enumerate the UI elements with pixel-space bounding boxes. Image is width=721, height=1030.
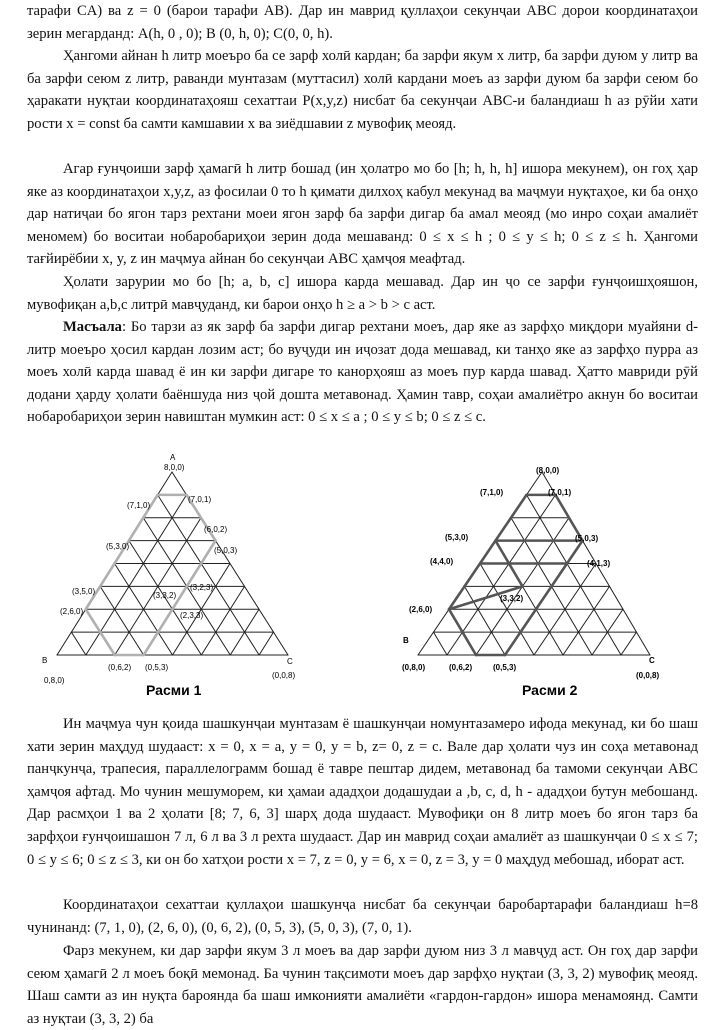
- fig1-label: (2,3,3): [180, 611, 204, 620]
- fig2-label: (4,1,3): [587, 559, 611, 568]
- grid-line: [71, 632, 86, 655]
- fig1-vertex-a: A: [170, 453, 176, 462]
- fig1-label: (3,2,3): [190, 583, 214, 592]
- paragraph-8: Фарз мекунем, ки дар зарфи якум 3 л моеъ ва дар зарфи дуюм низ 3 л мавҷуд аст. Он гоҳ дар зарфи сеюм ҳамагӣ 2 л моеъ боқӣ мемонад. Ба чунин тақсимоти моеъ дар зарфҳо нуқтаи (3, 3, 2) мувофиқ меояд. Шаш самти аз ин нуқта бароянда ба шаш имконияти амалиёти «гардон-гардон» ишора менамоянд. Самти аз нуқтаи (3, 3, 2) ба: [27, 943, 698, 1027]
- fig1-label: (0,6,2): [108, 663, 132, 672]
- fig1-label: (6,0,2): [204, 525, 228, 534]
- figure-2-caption: Расми 2: [522, 682, 578, 698]
- hexagon-edge: [86, 495, 158, 609]
- fig1-vertex-c: C: [287, 657, 293, 666]
- fig1-vertex-b: B: [42, 656, 48, 665]
- fig2-label: (7,1,0): [480, 488, 504, 497]
- fig1-label: 0,8,0): [44, 676, 65, 685]
- fig1-label: (3,3,2): [153, 591, 177, 600]
- fig2-label: (7,0,1): [548, 488, 572, 497]
- fig2-label: (5,0,3): [575, 534, 599, 543]
- grid-line: [100, 586, 144, 655]
- fig2-label: (0,0,8): [636, 671, 660, 680]
- fig1-label: (2,6,0): [60, 607, 84, 616]
- grid-line: [621, 632, 637, 655]
- paragraph-6: Ин маҷмуа чун қоида шашкунҷаи мунтазам ё шашкунҷаи номунтазамеро ифода мекунад, ки бо шаш хати зерин маҳдуд шудааст: x = 0, x = a, y = 0, y = b, z= 0, z = c. Вале дар ҳолати чуз ин соҳа метавонад панҷкунҷа, трапесия, параллелограмм бошад ё тавре пештар дидем, метавонад ба тамоми секунҷаи ABC ҳамҷоя афтад. Мо чунин мешуморем, ки ҳамаи ададҳои додашудаи a ,b, c, d, h - ададҳои бутун мебошанд. Дар расмҳои 1 ва 2 ҳолати [8; 7, 6, 3] шарҳ дода шудааст. Мувофиқи он 8 литр моеъ бо ягон тарз ба зарфҳои ғунҷоишашон 7 л, 6 л ва 3 л рехта шудааст. Дар ин маврид соҳаи амалиёт аз шашкунҷаи 0 ≤ x ≤ 7; 0 ≤ y ≤ 6; 0 ≤ z ≤ 3, ки он бо хатҳои рости x = 7, z = 0, y = 6, x = 0, z = 3, y = 0 маҳдуд мебошад, иборат аст.: [27, 716, 698, 868]
- grid-line: [434, 632, 448, 655]
- fig2-label: (5,3,0): [445, 533, 469, 542]
- paragraph-3: Агар ғунҷоиши зарф ҳамагӣ h литр бошад (ин ҳолатро мо бо [h; h, h, h] ишора мекунем), он гоҳ ҳар яке аз координатаҳои x,y,z, аз фосилаи 0 то h қимати дилхоҳ кабул мекунад ва маҷмуи нуқтаҳое, ки ба онҳо дар натиҷаи бо ягон тарз рехтани моеи ягон зарф ба зарфи дигар ба амал меояд (мо инро соҳаи амалиёт меномем) бо воситаи нобаробариҳои зерин дода мешаванд: 0 ≤ x ≤ h ; 0 ≤ y ≤ h; 0 ≤ z ≤ h. Ҳангоми тағйирёбии x, y, z ин маҷмуа айнан бо секунҷаи ABC ҳамҷоя меафтад.: [27, 161, 698, 268]
- fig2-label: (8,0,0): [536, 466, 560, 475]
- figures-row: [0, 450, 721, 700]
- figure-1-caption: Расми 1: [146, 682, 202, 698]
- grid-line: [158, 495, 260, 655]
- paragraph-7: Координатаҳои сехаттаи қуллаҳои шашкунҷа нисбат ба секунҷаи баробартарафи баландиаш h=8 чунинанд: (7, 1, 0), (2, 6, 0), (0, 6, 2), (0, 5, 3), (5, 0, 3), (7, 0, 1).: [27, 897, 698, 936]
- problem-label: Масъала: [63, 319, 122, 335]
- fig2-label: (0,6,2): [449, 663, 473, 672]
- grid-line: [527, 495, 622, 655]
- fig2-vertex-c: C: [649, 656, 655, 665]
- fig1-label: 8,0,0): [164, 463, 185, 472]
- fig2-label: (0,5,3): [493, 663, 517, 672]
- fig1-label: (3,5,0): [72, 587, 96, 596]
- fig2-label: (3,3,2): [500, 594, 524, 603]
- paragraph-4: Ҳолати зарурии мо бо [h; a, b, c] ишора карда мешавад. Дар ин ҷо се зарфи ғунҷоишҳояшон, мувофиқан a,b,c литрӣ мавҷуданд, ки барои онҳо h ≥ a > b > c аст.: [27, 274, 698, 313]
- paragraph-1: тарафи CA) ва z = 0 (барои тарафи AB). Дар ин маврид қуллаҳои секунҷаи ABC дорои координатаҳои зерин мегарданд: A(h, 0 , 0); B (0, h, 0); C(0, 0, h).: [27, 3, 698, 42]
- fig1-label: (0,0,8): [272, 671, 296, 680]
- fig1-label: (5,3,0): [106, 542, 130, 551]
- fig1-label: (7,0,1): [188, 495, 212, 504]
- fig1-label: (0,5,3): [145, 663, 169, 672]
- grid-line: [201, 586, 244, 655]
- grid-line: [259, 632, 273, 655]
- figure-1-triangle: [57, 472, 288, 655]
- fig2-label: (0,8,0): [402, 663, 426, 672]
- fig2-vertex-b: B: [403, 636, 409, 645]
- hexagon-edge: [449, 495, 527, 609]
- fig1-label: (5,0,3): [214, 546, 238, 555]
- paragraph-2: Ҳангоми айнан h литр моеъро ба се зарф холӣ кардан; ба зарфи якум x литр, ба зарфи дуюм y литр ва ба зарфи сеюм z литр, раванди мунтазам (муттасил) холӣ кардани моеъ аз зарфи дуюм ба зарфи сеюм бо ҳаракати нуқтаи координатаҳояш сехаттаи P(x,y,z) нисбат ба секунҷаи ABC-и баландиаш h аз рӯйи хати рости x = const ба самти камшавии x ва зиёдшавии z мувофиқ меояд.: [27, 48, 698, 132]
- problem-text: : Бо тарзи аз як зарф ба зарфи дигар рехтани моеъ, дар яке аз зарфҳо миқдори муайяни d-литр моеъро ҳосил кардан лозим аст; бо вуҷуди ин иҷозат дода мешавад, ки танҳо яке аз зарфҳо пурра аз моеъ холӣ карда шавад ё ин ки зарфи дигаре то канорҳояш аз моеъ пур карда шавад. Ҳатто мавриди рӯй додани ҳарду ҳолати баёншуда низ ҷой дошта метавонад. Ҳамин тавр, соҳаи амалиётро акнун бо воситаи нобаробариҳои зерин навиштан мумкин аст: 0 ≤ x ≤ a ; 0 ≤ y ≤ b; 0 ≤ z ≤ c.: [27, 319, 698, 426]
- fig2-label: (2,6,0): [409, 605, 433, 614]
- fig2-label: (4,4,0): [430, 557, 454, 566]
- figures-svg: [0, 450, 721, 700]
- fig1-label: (7,1,0): [127, 501, 151, 510]
- paragraph-5: [27, 316, 698, 429]
